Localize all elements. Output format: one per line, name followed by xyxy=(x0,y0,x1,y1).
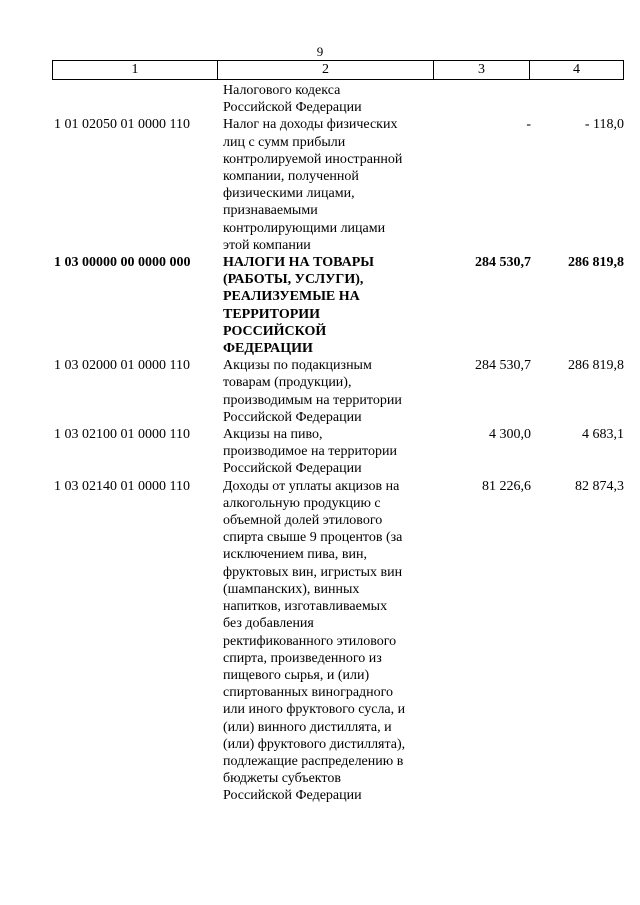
row-name-line: без добавления xyxy=(223,616,314,632)
row-value-col3: 81 226,6 xyxy=(482,478,531,494)
row-code: 1 01 02050 01 0000 110 xyxy=(54,117,190,133)
row-name-line: товарам (продукции), xyxy=(223,375,352,391)
row-code: 1 03 02140 01 0000 110 xyxy=(54,478,190,494)
row-name-line: производимое на территории xyxy=(223,444,397,460)
row-name-line: Акцизы по подакцизным xyxy=(223,358,372,374)
table-row xyxy=(52,82,624,116)
row-value-col4 xyxy=(531,82,624,116)
row-name xyxy=(217,116,439,254)
row-code xyxy=(52,82,217,116)
row-name-line: Российской Федерации xyxy=(223,461,362,477)
row-name-line: напитков, изготавливаемых xyxy=(223,599,388,615)
table-body xyxy=(52,82,624,805)
row-name-line: Российской Федерации xyxy=(223,788,362,804)
row-name-line: контролирующими лицами xyxy=(223,220,386,236)
row-name xyxy=(217,82,439,116)
row-name-line: Российской Федерации xyxy=(223,409,362,425)
row-name-line: спирта свыше 9 процентов (за xyxy=(223,530,403,546)
row-name-line: Доходы от уплаты акцизов на xyxy=(223,478,400,494)
table-row xyxy=(52,478,624,805)
row-name-line: этой компании xyxy=(223,237,311,253)
row-name-line: контролируемой иностранной xyxy=(223,151,403,167)
column-header-2: 2 xyxy=(218,61,434,79)
row-name-line: компании, полученной xyxy=(223,169,359,185)
table-row xyxy=(52,357,624,426)
row-value-col3: 4 300,0 xyxy=(489,427,531,443)
table-row xyxy=(52,116,624,254)
row-name-line: признаваемыми xyxy=(223,203,318,219)
row-code: 1 03 00000 00 0000 000 xyxy=(54,255,191,271)
row-name-line: НАЛОГИ НА ТОВАРЫ xyxy=(223,255,375,271)
row-name-line: физическими лицами, xyxy=(223,186,355,202)
row-name-line: ТЕРРИТОРИИ xyxy=(223,306,321,322)
row-name xyxy=(217,478,439,805)
row-value-col4: - 118,0 xyxy=(584,117,624,133)
column-header-1: 1 xyxy=(53,61,218,79)
row-name-line: спиртованных виноградного xyxy=(223,685,394,701)
page-number: 9 xyxy=(316,44,324,59)
row-name-line: фруктовых вин, игристых вин xyxy=(223,564,403,580)
row-value-col4: 82 874,3 xyxy=(575,478,624,494)
row-code: 1 03 02000 01 0000 110 xyxy=(54,358,190,374)
row-value-col4: 286 819,8 xyxy=(568,255,624,271)
row-name-line: алкогольную продукцию с xyxy=(223,495,381,511)
row-value-col4: 286 819,8 xyxy=(568,358,624,374)
row-name-line: исключением пива, вин, xyxy=(223,547,367,563)
column-header-4: 4 xyxy=(573,62,580,77)
row-name-line: РОССИЙСКОЙ xyxy=(223,323,327,339)
row-name-line: (шампанских), винных xyxy=(223,581,360,597)
row-name-line: или иного фруктового сусла, и xyxy=(223,702,406,718)
row-name xyxy=(217,426,439,478)
row-value-col3: 284 530,7 xyxy=(475,358,531,374)
row-value-col3: - xyxy=(526,117,531,133)
row-name-line: объемной долей этилового xyxy=(223,513,383,529)
row-name-line: (или) фруктового дистиллята), xyxy=(223,736,406,752)
row-code: 1 03 02100 01 0000 110 xyxy=(54,427,190,443)
row-name-line: подлежащие распределению в xyxy=(223,753,404,769)
table-header xyxy=(52,60,624,80)
row-value-col3 xyxy=(439,82,531,116)
row-name-line: Акцизы на пиво, xyxy=(223,427,323,443)
row-name-line: РЕАЛИЗУЕМЫЕ НА xyxy=(223,289,360,305)
row-name-line: Налогового кодекса xyxy=(223,83,341,98)
row-name-line: ФЕДЕРАЦИИ xyxy=(223,341,313,357)
row-name-line: пищевого сырья, и (или) xyxy=(223,667,370,683)
row-name xyxy=(217,254,439,357)
row-name-line: ректификованного этилового xyxy=(223,633,397,649)
table-row xyxy=(52,254,624,357)
row-name-line: Налог на доходы физических xyxy=(223,117,398,133)
row-name-line: (РАБОТЫ, УСЛУГИ), xyxy=(223,272,364,288)
row-name-line: спирта, произведенного из xyxy=(223,650,382,666)
row-name-line: (или) винного дистиллята, и xyxy=(223,719,392,735)
row-name xyxy=(217,357,439,426)
row-name-line: Российской Федерации xyxy=(223,100,362,116)
row-value-col3: 284 530,7 xyxy=(475,255,531,271)
row-name-line: бюджеты субъектов xyxy=(223,771,341,787)
row-name-line: лиц с сумм прибыли xyxy=(223,134,346,150)
table-row xyxy=(52,426,624,478)
row-value-col4: 4 683,1 xyxy=(582,427,624,443)
row-name-line: производимым на территории xyxy=(223,392,402,408)
column-header-3: 3 xyxy=(434,61,530,79)
